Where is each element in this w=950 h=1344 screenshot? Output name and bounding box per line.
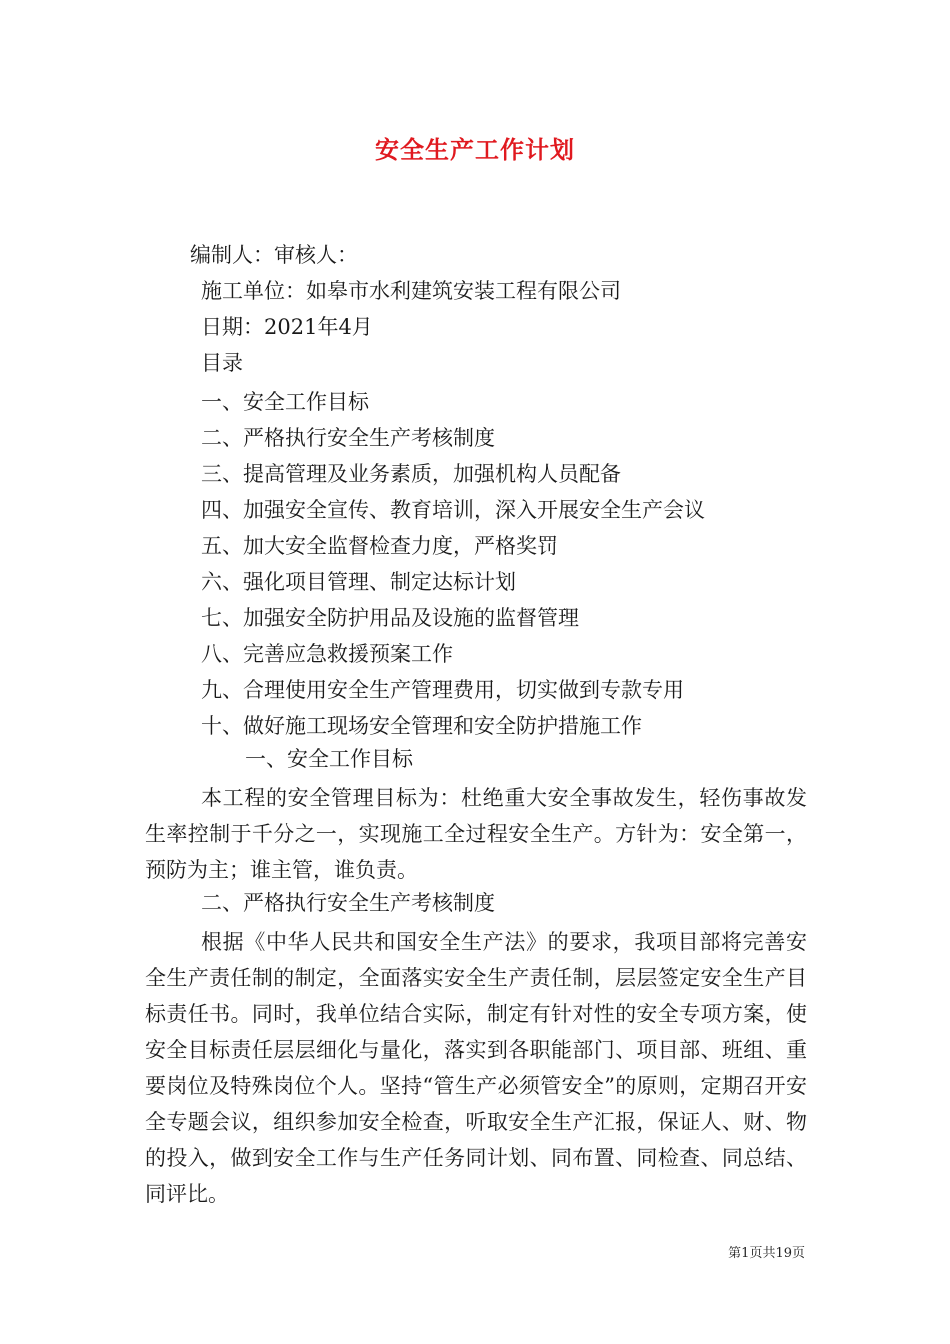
authors-line: 编制人：审核人：	[190, 243, 358, 267]
toc-item: 九、合理使用安全生产管理费用，切实做到专款专用	[201, 678, 684, 702]
toc-item: 一、安全工作目标	[201, 390, 369, 414]
table-of-contents	[201, 384, 705, 744]
toc-heading: 目录	[201, 351, 243, 375]
toc-item: 五、加大安全监督检查力度，严格奖罚	[201, 534, 558, 558]
section-heading-goals: 一、安全工作目标	[245, 747, 413, 771]
toc-item: 七、加强安全防护用品及设施的监督管理	[201, 606, 579, 630]
section-heading-assessment: 二、严格执行安全生产考核制度	[201, 891, 495, 915]
document-title: 安全生产工作计划	[375, 135, 575, 164]
section-body-assessment: 根据《中华人民共和国安全生产法》的要求，我项目部将完善安全生产责任制的制定，全面落实安全生产责任制，层层签定安全生产目标责任书。同时，我单位结合实际，制定有针对性的安全专项方案，使安全目标责任层层细化与量化，落实到各职能部门、项目部、班组、重要岗位及特殊岗位个人。坚持“管生产必须管安全”的原则，定期召开安全专题会议，组织参加安全检查，听取安全生产汇报，保证人、财、物的投入，做到安全工作与生产任务同计划、同布置、同检查、同总结、同评比。	[145, 930, 807, 1206]
toc-item: 十、做好施工现场安全管理和安全防护措施工作	[201, 714, 642, 738]
toc-item: 八、完善应急救援预案工作	[201, 642, 453, 666]
date-line: 日期：2021年4月	[201, 315, 373, 339]
page-number: 第1页共19页	[728, 1246, 805, 1261]
construction-unit-line: 施工单位：如皋市水利建筑安装工程有限公司	[201, 279, 621, 303]
section-body-goals: 本工程的安全管理目标为：杜绝重大安全事故发生，轻伤事故发生率控制于千分之一，实现施工全过程安全生产。方针为：安全第一，预防为主；谁主管，谁负责。	[145, 786, 807, 882]
toc-item: 六、强化项目管理、制定达标计划	[201, 570, 516, 594]
toc-item: 四、加强安全宣传、教育培训，深入开展安全生产会议	[201, 498, 705, 522]
toc-item: 三、提高管理及业务素质，加强机构人员配备	[201, 462, 621, 486]
toc-item: 二、严格执行安全生产考核制度	[201, 426, 495, 450]
